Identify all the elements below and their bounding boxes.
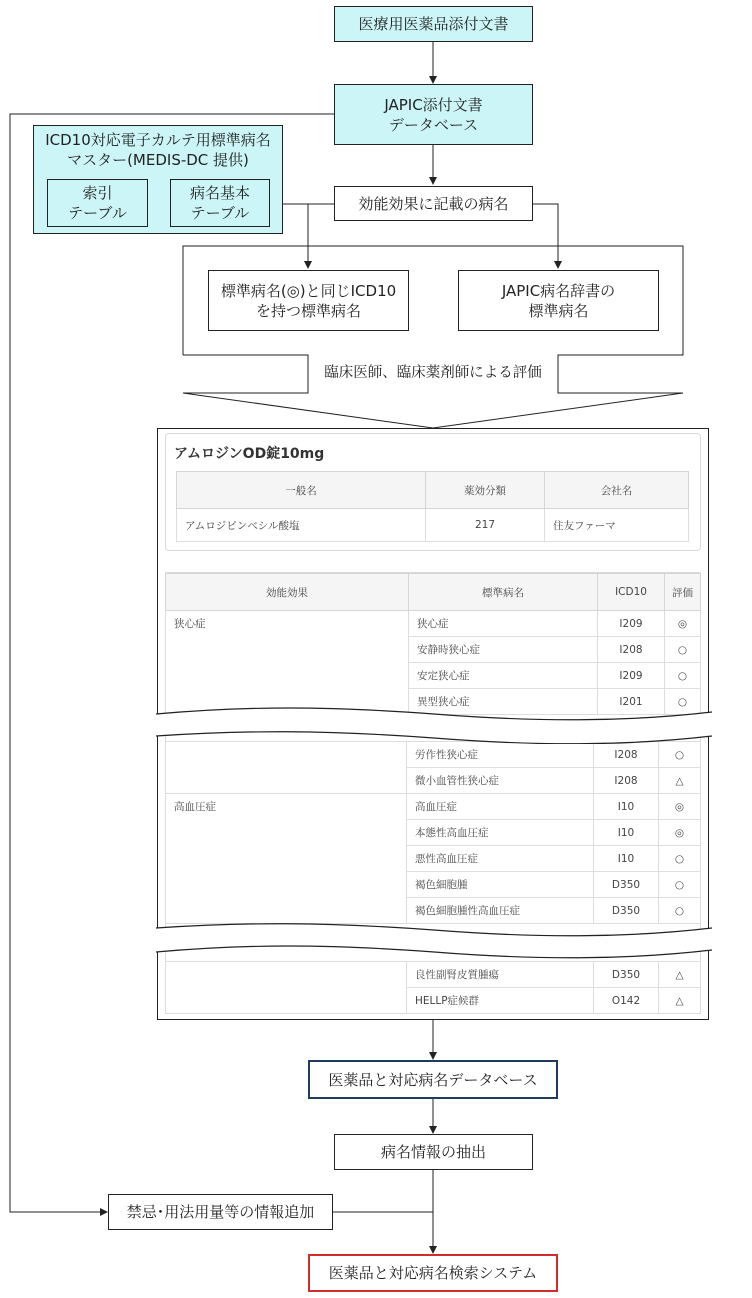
drug-class: 217 — [426, 509, 545, 542]
standard-name: 悪性高血圧症 — [407, 846, 594, 872]
rating: △ — [659, 988, 701, 1014]
effect-blank — [166, 742, 407, 794]
icd10-code: D350 — [594, 872, 659, 898]
col-icd10: ICD10 — [598, 574, 665, 611]
icd10-code: I201 — [598, 689, 665, 715]
effect-hypertension: 高血圧症 — [166, 794, 407, 924]
table-row — [166, 794, 701, 820]
drug-generic-name: アムロジピンベシル酸塩 — [177, 509, 426, 542]
standard-name: 褐色細胞腫性高血圧症 — [407, 898, 594, 924]
standard-name: 微小血管性狭心症 — [407, 768, 594, 794]
rating: ◎ — [659, 820, 701, 846]
rating: ○ — [659, 898, 701, 924]
icd10-code: I208 — [594, 768, 659, 794]
rating: ○ — [665, 689, 701, 715]
drug-disease-db-box: 医薬品と対応病名データベース — [308, 1060, 558, 1099]
wavy-break-2 — [156, 922, 712, 960]
standard-name: 良性副腎皮質腫瘍 — [407, 962, 594, 988]
icd10-code: I10 — [594, 846, 659, 872]
standard-name: 本態性高血圧症 — [407, 820, 594, 846]
table-row — [166, 611, 701, 637]
col-standard-name: 標準病名 — [409, 574, 598, 611]
extract-info-box: 病名情報の抽出 — [334, 1134, 533, 1170]
search-system-box: 医薬品と対応病名検索システム — [308, 1254, 558, 1292]
standard-name: 狭心症 — [409, 611, 598, 637]
add-info-box: 禁忌･用法用量等の情報追加 — [108, 1194, 333, 1230]
japic-dict-box: JAPIC病名辞書の 標準病名 — [458, 270, 659, 331]
japic-db-box: JAPIC添付文書 データベース — [334, 84, 533, 145]
rating: △ — [659, 962, 701, 988]
standard-name: 安静時狭心症 — [409, 637, 598, 663]
standard-name: HELLP症候群 — [407, 988, 594, 1014]
icd10-code: I209 — [598, 611, 665, 637]
wavy-break-1 — [156, 706, 712, 744]
drug-company: 住友ファーマ — [545, 509, 689, 542]
standard-name: 安定狭心症 — [409, 663, 598, 689]
standard-name: 労作性狭心症 — [407, 742, 594, 768]
same-icd-box: 標準病名(◎)と同じICD10 を持つ標準病名 — [208, 270, 409, 331]
icd10-code: I10 — [594, 820, 659, 846]
drug-name: アムロジンOD錠10mg — [174, 446, 325, 462]
rating: ◎ — [659, 794, 701, 820]
icd10-code: I208 — [598, 637, 665, 663]
effect-blank — [166, 962, 407, 1014]
rating: ○ — [659, 742, 701, 768]
rating: ○ — [665, 663, 701, 689]
effect-names-box: 効能効果に記載の病名 — [334, 186, 533, 221]
rating: ◎ — [665, 611, 701, 637]
standard-name: 褐色細胞腫 — [407, 872, 594, 898]
disease-table-top — [165, 573, 701, 715]
col-rating: 評価 — [665, 574, 701, 611]
rating: ○ — [659, 846, 701, 872]
col-effect: 効能効果 — [166, 574, 409, 611]
drug-header-class: 薬効分類 — [426, 472, 545, 509]
rating: ○ — [659, 872, 701, 898]
icd10-code: I208 — [594, 742, 659, 768]
table-row — [166, 962, 701, 988]
medis-master-title: ICD10対応電子カルテ用標準病名 マスター(MEDIS-DC 提供) — [45, 131, 271, 169]
evaluation-label: 臨床医師、臨床薬剤師による評価 — [324, 365, 542, 381]
rating: ○ — [665, 637, 701, 663]
icd10-code: D350 — [594, 898, 659, 924]
standard-name: 異型狭心症 — [409, 689, 598, 715]
standard-name: 高血圧症 — [407, 794, 594, 820]
icd10-code: D350 — [594, 962, 659, 988]
rating: △ — [659, 768, 701, 794]
drug-header-company: 会社名 — [545, 472, 689, 509]
icd10-code: I209 — [598, 663, 665, 689]
source-package-insert-box: 医療用医薬品添付文書 — [334, 6, 533, 42]
disease-table-middle — [165, 741, 701, 924]
drug-header-generic: 一般名 — [177, 472, 426, 509]
drug-info-table — [176, 471, 689, 542]
index-table-box: 索引 テーブル — [47, 179, 148, 227]
table-row — [166, 742, 701, 768]
base-table-box: 病名基本 テーブル — [170, 179, 270, 227]
icd10-code: I10 — [594, 794, 659, 820]
effect-angina: 狭心症 — [166, 611, 409, 715]
icd10-code: O142 — [594, 988, 659, 1014]
disease-table-bottom — [165, 961, 701, 1014]
